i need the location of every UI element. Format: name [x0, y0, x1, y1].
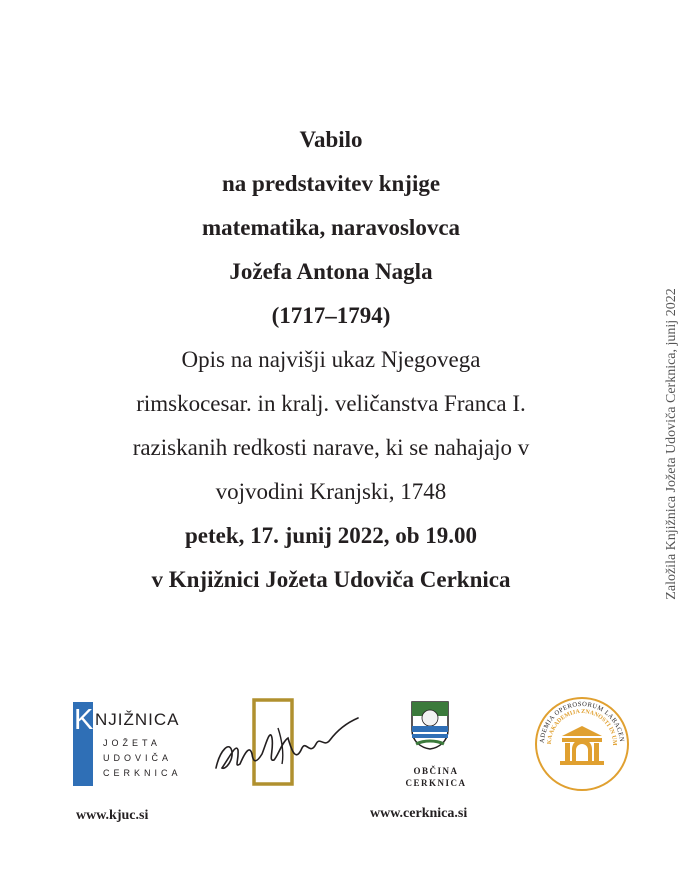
- knjiznica-logo-sub-2: UDOVIČA: [103, 753, 173, 763]
- event-date: petek, 17. junij 2022, ob 19.00: [185, 523, 477, 548]
- signature-logo: [212, 698, 360, 788]
- obcina-cerknica-logo: [404, 700, 468, 790]
- author-years: (1717–1794): [271, 303, 391, 328]
- author-role-line: matematika, naravoslovca: [201, 215, 461, 240]
- knjiznica-logo-word: NJIŽNICA: [95, 710, 180, 729]
- obcina-caption-line-2: CERKNICA: [405, 778, 467, 788]
- cerknica-url[interactable]: www.cerknica.si: [370, 806, 468, 821]
- book-title-line-3: raziskanih redkosti narave, ki se nahajajo v: [132, 435, 530, 460]
- event-venue: v Knjižnici Jožeta Udoviča Cerknica: [151, 567, 511, 592]
- invitation-text: [0, 118, 662, 602]
- seal-outer-text: ADEMIA OPEROSORUM LABACEN: [538, 700, 626, 744]
- invitation-title: Vabilo: [299, 127, 363, 152]
- book-title-line-4: vojvodini Kranjski, 1748: [215, 479, 447, 504]
- book-title-line-2: rimskocesar. in kralj. veličanstva Franca I.: [136, 391, 526, 416]
- temple-icon: [560, 726, 604, 765]
- author-name: Jožefa Antona Nagla: [229, 259, 433, 284]
- knjiznica-logo-sub-3: CERKNICA: [103, 768, 182, 778]
- book-title-line-1: Opis na najvišji ukaz Njegovega: [181, 347, 481, 372]
- sazu-seal-logo: [532, 694, 632, 794]
- academy-seal-icon: [532, 694, 632, 794]
- obcina-caption-line-1: OBČINA: [413, 766, 459, 776]
- presentation-line: na predstavitev knjige: [221, 171, 441, 196]
- publisher-note-text: Založila Knjižnica Jožeta Udoviča Cerknica, junij 2022: [664, 287, 679, 600]
- knjiznica-logo-initial: K: [74, 704, 94, 736]
- signature-icon: [212, 698, 360, 788]
- coat-of-arms-icon: [410, 700, 450, 750]
- knjiznica-logo-sub-1: JOŽETA: [103, 738, 161, 748]
- knjiznica-logo: [73, 702, 182, 786]
- seal-inner-text: KA AKADEMIJA ZNANOSTI IN UM: [546, 708, 618, 746]
- publisher-note: [662, 256, 682, 631]
- knjiznica-url[interactable]: www.kjuc.si: [76, 808, 149, 823]
